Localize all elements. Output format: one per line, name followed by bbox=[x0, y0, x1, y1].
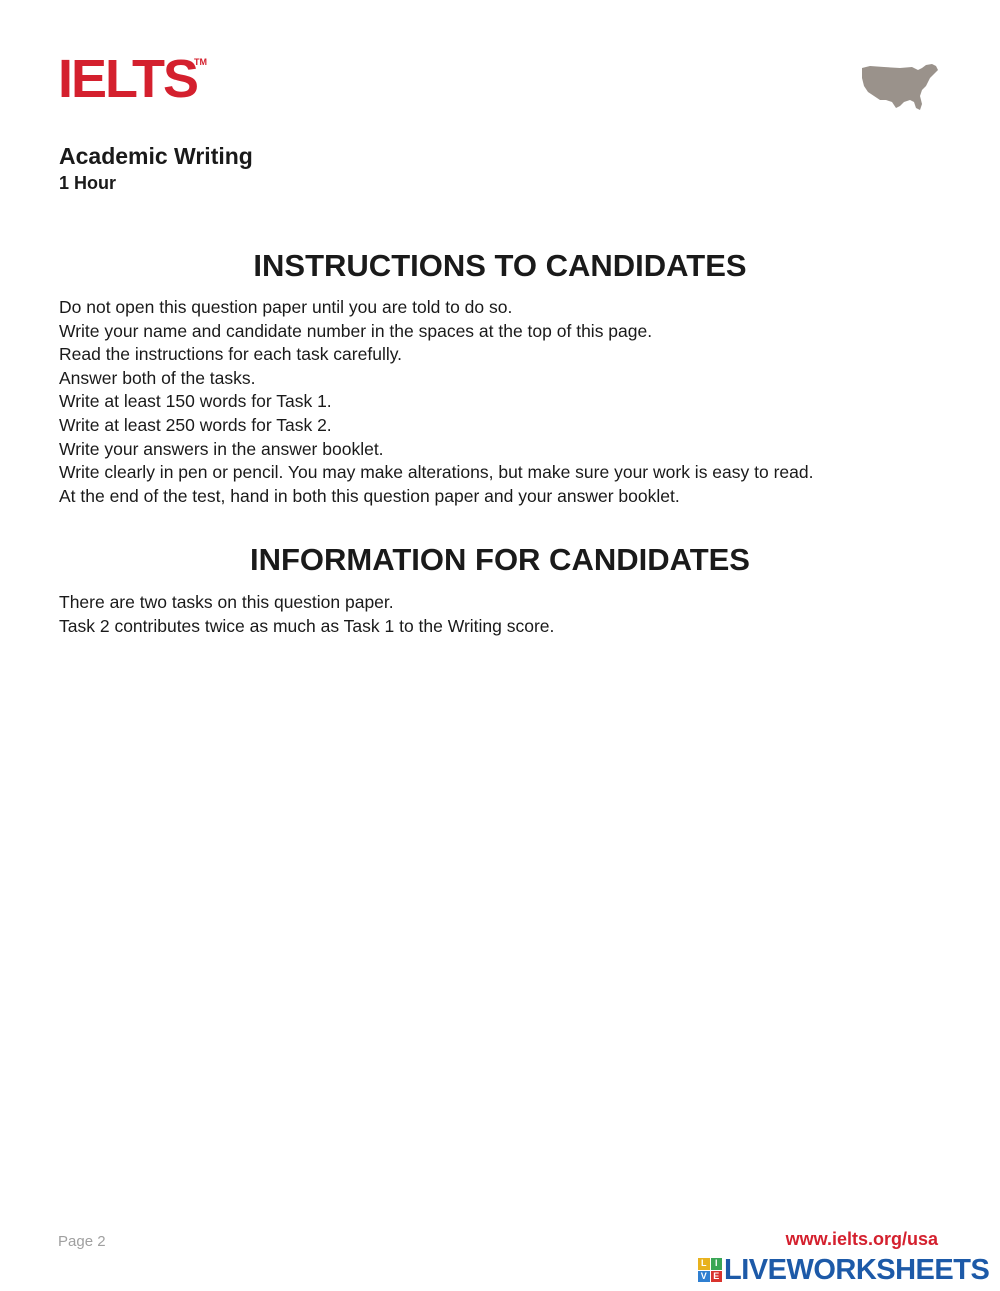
instruction-line: Write at least 250 words for Task 2. bbox=[59, 414, 332, 435]
ielts-logo bbox=[58, 49, 208, 109]
page-number: Page 2 bbox=[58, 1233, 106, 1250]
instruction-line: Write your name and candidate number in the spaces at the top of this page. bbox=[59, 320, 653, 341]
instruction-line: At the end of the test, hand in both this question paper and your answer booklet. bbox=[59, 485, 680, 506]
badge-letter: E bbox=[711, 1271, 723, 1283]
badge-letter: L bbox=[698, 1258, 710, 1270]
instruction-line: Do not open this question paper until you are told to do so. bbox=[59, 297, 513, 317]
instruction-line: Read the instructions for each task carefully. bbox=[59, 344, 403, 365]
website-link[interactable]: www.ielts.org/usa bbox=[785, 1229, 938, 1249]
badge-letter: V bbox=[698, 1271, 710, 1283]
information-list bbox=[59, 591, 554, 638]
information-heading: INFORMATION FOR CANDIDATES bbox=[250, 542, 750, 577]
liveworksheets-badge-icon bbox=[698, 1258, 722, 1282]
instruction-line: Write clearly in pen or pencil. You may make alterations, but make sure your work is easy to read. bbox=[59, 462, 814, 483]
instruction-line: Answer both of the tasks. bbox=[59, 367, 256, 388]
usa-map-icon bbox=[860, 62, 940, 114]
document-title: Academic Writing bbox=[59, 143, 253, 169]
information-line: There are two tasks on this question paper. bbox=[59, 592, 394, 612]
instruction-line: Write at least 150 words for Task 1. bbox=[59, 391, 332, 412]
information-line: Task 2 contributes twice as much as Task 1 to the Writing score. bbox=[59, 615, 555, 636]
ielts-logo-text: IELTS bbox=[58, 49, 198, 109]
liveworksheets-wordmark: LIVEWORKSHEETS bbox=[724, 1254, 990, 1286]
document-duration: 1 Hour bbox=[59, 173, 117, 193]
instruction-line: Write your answers in the answer booklet. bbox=[59, 438, 384, 459]
badge-letter: I bbox=[711, 1258, 723, 1270]
instructions-list bbox=[59, 296, 813, 508]
trademark-mark: TM bbox=[194, 57, 208, 67]
instructions-heading: INSTRUCTIONS TO CANDIDATES bbox=[253, 248, 747, 283]
